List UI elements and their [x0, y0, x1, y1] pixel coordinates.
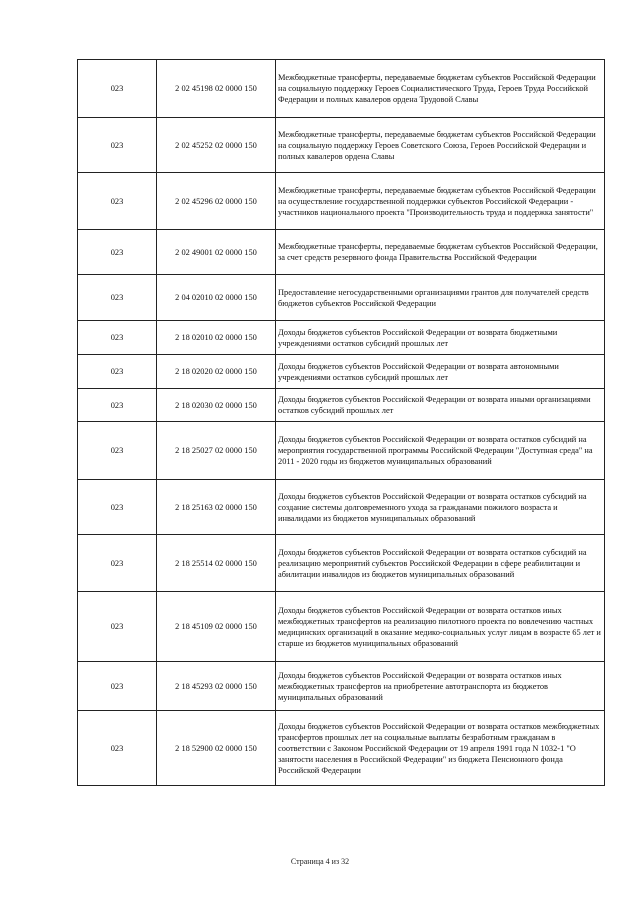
admin-code-cell: 023: [78, 321, 157, 355]
page-number-footer: Страница 4 из 32: [290, 857, 350, 866]
table-row: [78, 60, 605, 118]
admin-code-cell: 023: [78, 173, 157, 230]
admin-code-cell: 023: [78, 422, 157, 480]
table-row: [78, 321, 605, 355]
revenue-code-cell: 2 02 45198 02 0000 150: [157, 60, 276, 118]
table-row: [78, 662, 605, 711]
admin-code-cell: 023: [78, 355, 157, 389]
revenue-name-cell: Доходы бюджетов субъектов Российской Федерации от возврата остатков межбюджетных трансфертов прошлых лет на социальные выплаты безработным гражданам в соответствии с Законом Российской Федерации от 19 апреля 1991 года N 1032-1 "О занятости населения в Российской Федерации" из бюджета Пенсионного фонда Российской Федерации: [276, 711, 605, 786]
revenue-name-cell: Межбюджетные трансферты, передаваемые бюджетам субъектов Российской Федерации на социальную поддержку Героев Советского Союза, Героев Российской Федерации и полных кавалеров ордена Славы: [276, 118, 605, 173]
admin-code-cell: 023: [78, 118, 157, 173]
revenue-code-cell: 2 18 02010 02 0000 150: [157, 321, 276, 355]
table-row: [78, 389, 605, 422]
revenue-code-cell: 2 02 49001 02 0000 150: [157, 230, 276, 275]
revenue-name-cell: Межбюджетные трансферты, передаваемые бюджетам субъектов Российской Федерации на социальную поддержку Героев Социалистического Труда, Героев Труда Российской Федерации и полных кавалеров ордена Трудовой Славы: [276, 60, 605, 118]
revenue-code-cell: 2 18 02020 02 0000 150: [157, 355, 276, 389]
admin-code-cell: 023: [78, 480, 157, 535]
revenue-name-cell: Межбюджетные трансферты, передаваемые бюджетам субъектов Российской Федерации на осуществление государственной поддержки субъектов Российской Федерации - участников национального проекта "Производительность труда и поддержка занятости": [276, 173, 605, 230]
revenue-code-cell: 2 02 45296 02 0000 150: [157, 173, 276, 230]
table-row: [78, 275, 605, 321]
revenue-code-cell: 2 18 02030 02 0000 150: [157, 389, 276, 422]
admin-code-cell: 023: [78, 592, 157, 662]
revenue-name-cell: Доходы бюджетов субъектов Российской Федерации от возврата остатков субсидий на создание системы долговременного ухода за гражданами пожилого возраста и инвалидами из бюджетов муниципальных образований: [276, 480, 605, 535]
admin-code-cell: 023: [78, 60, 157, 118]
revenue-codes-table: [77, 59, 605, 786]
document-page: [77, 59, 605, 786]
table-row: [78, 592, 605, 662]
revenue-code-cell: 2 18 25163 02 0000 150: [157, 480, 276, 535]
admin-code-cell: 023: [78, 662, 157, 711]
table-row: [78, 711, 605, 786]
table-row: [78, 355, 605, 389]
revenue-name-cell: Межбюджетные трансферты, передаваемые бюджетам субъектов Российской Федерации, за счет средств резервного фонда Правительства Российской Федерации: [276, 230, 605, 275]
table-row: [78, 173, 605, 230]
revenue-name-cell: Доходы бюджетов субъектов Российской Федерации от возврата остатков иных межбюджетных трансфертов на реализацию пилотного проекта по вовлечению частных медицинских организаций в оказание медико-социальных услуг лицам в возрасте 65 лет и старше из бюджетов муниципальных образований: [276, 592, 605, 662]
revenue-name-cell: Предоставление негосударственными организациями грантов для получателей средств бюджетов субъектов Российской Федерации: [276, 275, 605, 321]
table-row: [78, 422, 605, 480]
admin-code-cell: 023: [78, 389, 157, 422]
table-row: [78, 535, 605, 592]
revenue-name-cell: Доходы бюджетов субъектов Российской Федерации от возврата иными организациями остатков субсидий прошлых лет: [276, 389, 605, 422]
admin-code-cell: 023: [78, 535, 157, 592]
revenue-code-cell: 2 04 02010 02 0000 150: [157, 275, 276, 321]
table-row: [78, 480, 605, 535]
revenue-code-cell: 2 18 52900 02 0000 150: [157, 711, 276, 786]
revenue-name-cell: Доходы бюджетов субъектов Российской Федерации от возврата остатков субсидий на мероприятия государственной программы Российской Федерации "Доступная среда" на 2011 - 2020 годы из бюджетов муниципальных образований: [276, 422, 605, 480]
revenue-code-cell: 2 02 45252 02 0000 150: [157, 118, 276, 173]
table-row: [78, 118, 605, 173]
admin-code-cell: 023: [78, 275, 157, 321]
table-row: [78, 230, 605, 275]
admin-code-cell: 023: [78, 711, 157, 786]
revenue-name-cell: Доходы бюджетов субъектов Российской Федерации от возврата остатков субсидий на реализацию мероприятий субъектов Российской Федерации в сфере реабилитации и абилитации инвалидов из бюджетов муниципальных образований: [276, 535, 605, 592]
revenue-name-cell: Доходы бюджетов субъектов Российской Федерации от возврата бюджетными учреждениями остатков субсидий прошлых лет: [276, 321, 605, 355]
revenue-code-cell: 2 18 45109 02 0000 150: [157, 592, 276, 662]
admin-code-cell: 023: [78, 230, 157, 275]
revenue-code-cell: 2 18 45293 02 0000 150: [157, 662, 276, 711]
revenue-name-cell: Доходы бюджетов субъектов Российской Федерации от возврата автономными учреждениями остатков субсидий прошлых лет: [276, 355, 605, 389]
revenue-code-cell: 2 18 25514 02 0000 150: [157, 535, 276, 592]
revenue-name-cell: Доходы бюджетов субъектов Российской Федерации от возврата остатков иных межбюджетных трансфертов на приобретение автотранспорта из бюджетов муниципальных образований: [276, 662, 605, 711]
revenue-code-cell: 2 18 25027 02 0000 150: [157, 422, 276, 480]
